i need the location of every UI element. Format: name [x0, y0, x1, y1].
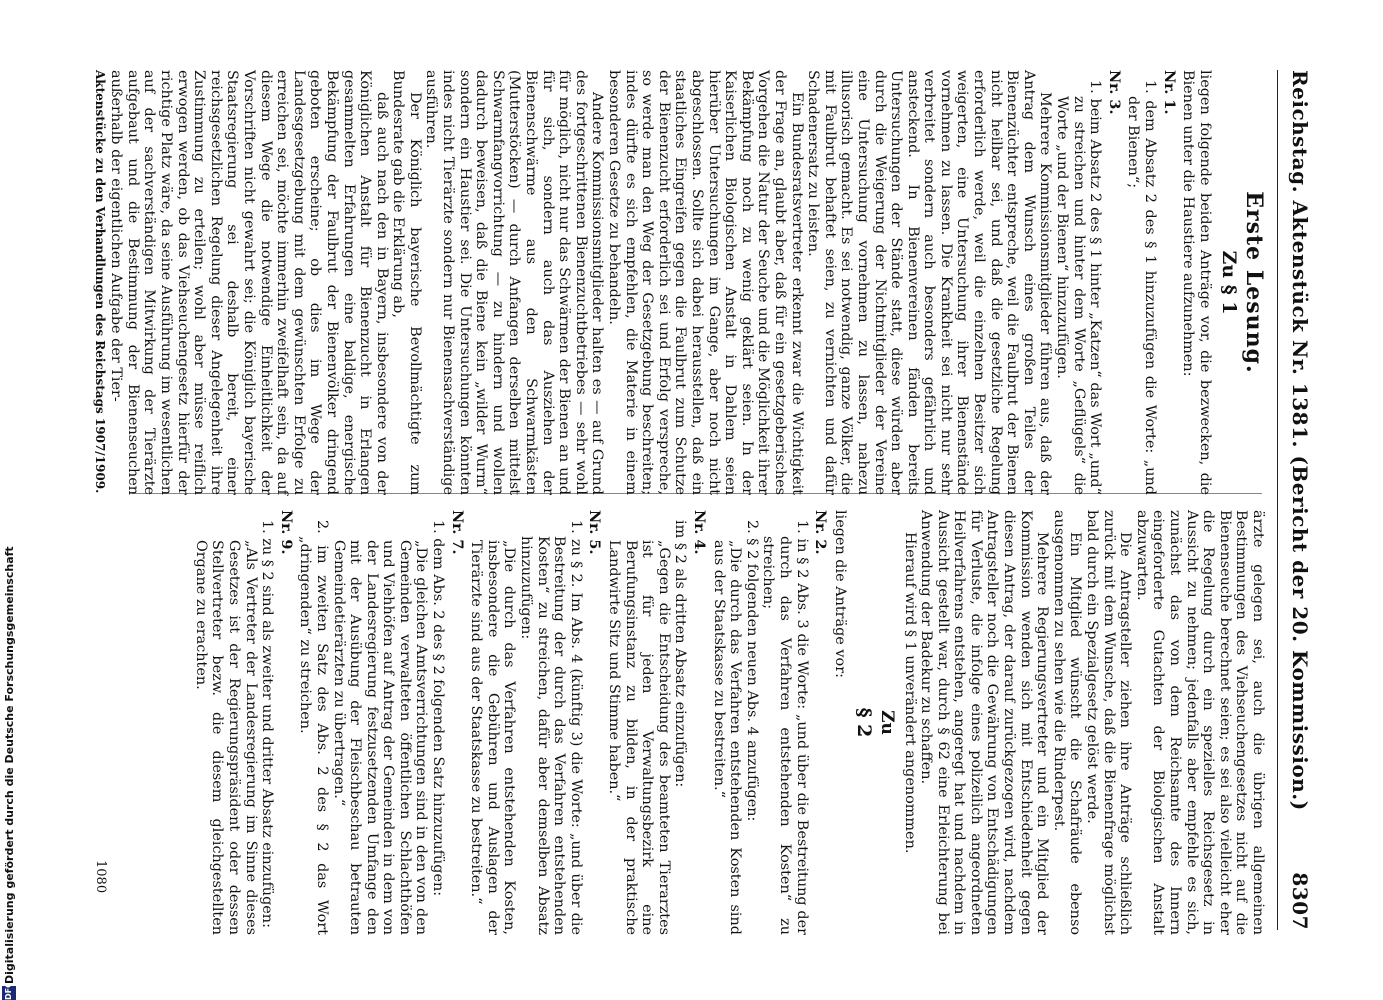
motion-label-1: Nr. 1. — [1160, 70, 1178, 115]
body-paragraph: Mehrere Regierungsvertreter und ein Mitglied der Kommission wenden sich mit Entschiedenheit gegen diesen Antrag, der darauf zurückgezogen wird, nachdem Antragsteller noch die Gewährung von Entschädigungen für Verluste, die infolge eines polizeilich angeordneten Heilverfahrens entstehen, angeregt hat und nachdem in Aussicht gestellt war, durch § 62 eine Erleichterung bei Anwendung der Badekur zu schaffen. — [918, 510, 1051, 935]
motion-item: 2. § 2 folgenden neuen Abs. 4 anzufügen: — [743, 520, 760, 822]
dfg-logo: DFG — [2, 986, 16, 1000]
right-column — [192, 510, 1266, 935]
motion-label-4: Nr. 4. — [691, 510, 708, 555]
motion-quote: „Als Vertreter der Landesregierung im Sinne dieses Gesetzes ist der Regierungspräsident oder dessen Stellvertreter bezw. die diesem gleichgestellten Organe zu erachten. — [192, 540, 259, 935]
body-paragraph: Hierauf wird § 1 unverändert angenommen. — [901, 532, 918, 854]
motion-item: 1. zu § 2. Im Abs. 4 (künftig 3) die Worte: „und über die Bestreitung der durch das Verfahren entstehenden Kosten“ zu streichen, dafür aber demselben Absatz hinzuzufügen: — [518, 520, 584, 935]
motion-quote: „Die durch das Verfahren entstehenden Kosten, insbesondere die Gebühren und Auslagen der Tierärzte sind aus der Staatskasse zu bestreiten.“ — [468, 540, 518, 935]
body-paragraph: daß auch nach den in Bayern, insbesondere von der Königlichen Anstalt für Bienenzucht in Erlangen gesammelten Erfahrungen eine baldige, energische Bekämpfung der Faulbrut der Bienenvölker dringend geboten erscheine; ob dies im Wege der Landesgesetzgebung mit dem gewünschten Erfolge zu erreichen sei, möchte immerhin zweifelhaft sein, da auf diesem Wege die notwendige Einheitlichkeit der Vorschriften nicht gewahrt sei; die Königlich bayerische Staatsregierung sei deshalb bereit, einer reichsgesetzlichen Regelung dieser Angelegenheit ihre Zustimmung zu erteilen; wohl aber müsse reiflich erwogen werden, ob das Viehseuchengesetz hierfür der richtige Platz wäre, da seine Ausführung im wesentlichen auf der sachverständigen Mitwirkung der Tierärzte aufgebaut und die Bestimmung der Bienenseuchen außerhalb der eigentlichen Aufgabe der Tier- — [108, 70, 390, 495]
page-number: 1080 — [93, 860, 108, 894]
motion-label-9: Nr. 9. — [277, 510, 295, 555]
intro-paragraph: liegen die Anträge vor: — [831, 510, 848, 678]
left-column — [108, 70, 1266, 495]
motion-label-5: Nr. 5. — [586, 510, 604, 555]
motion-quote: „Die gleichen Amtsverrichtungen sind in den von den Gemeinden verwalteten öffentlichen Schlachthöfen und Viehhöfen auf Antrag der Gemeinden in dem von der Landesregierung festzusetzenden Umfange den mit der Ausübung der Fleischbeschau betrauten Gemeindetierärzten zu übertragen.“ — [330, 540, 430, 935]
credit-text: Digitalisierung gefördert durch die Deutsche Forschungsgemeinschaft — [3, 546, 16, 984]
motion-item: 1. in § 2 Abs. 3 die Worte: „und über die Bestreitung der durch das Verfahren entstehenden Kosten“ zu streichen; — [760, 520, 810, 935]
body-paragraph: ärzte gelegen sei, auch die übrigen allgemeinen Bestimmungen des Viehseuchengesetzes nicht auf die Bienenseuche berechnet seien; es sei also vielleicht eher die Regelung durch ein spezielles Reichsgesetz in Aussicht zu nehmen; jedenfalls aber empfehle es sich, zunächst das von dem Reichsamte des Innern eingeforderte Gutachten der Biologischen Anstalt abzuwarten. — [1133, 510, 1266, 935]
motion-item: 1. dem Abs. 2 des § 2 folgenden Satz hinzuzufügen: — [430, 520, 447, 897]
section-title: Erste Lesung. — [1241, 191, 1267, 374]
motion-text-1: 1. dem Absatz 2 des § 1 hinzuzufügen die Worte: „und der Bienen“; — [1125, 80, 1159, 495]
header-rule — [1277, 70, 1278, 930]
motion-item: 1. zu § 2 sind als zweiter und dritter Absatz einzufügen: — [259, 520, 276, 928]
motion-label-2: Nr. 2. — [812, 510, 830, 555]
motion-label-7: Nr. 7. — [448, 510, 466, 555]
body-paragraph: Ein Bundesratsvertreter erkennt zwar die Wichtigkeit der Frage an, glaubt aber, daß für ein gesetzgeberisches Vorgehen die Natur der Seuche und die Möglichkeit ihrer Bekämpfung noch zu wenig geklärt seien. In der Kaiserlichen Biologischen Anstalt in Dahlem seien hierüber Untersuchungen im Gange, aber noch nicht abgeschlossen. Sollte sich dabei herausstellen, daß ein staatliches Eingreifen gegen die Faulbrut zum Schutze der Bienenzucht erforderlich sei und Erfolg verspreche, so werde man den Weg der Gesetzgebung beschreiten; indes dürfte es sich empfehlen, die Materie in einem besonderen Gesetze zu behandeln. — [606, 70, 805, 495]
motion-item: 2. im zweiten Satz des Abs. 2 des § 2 das Wort „dringenden“ zu streichen. — [297, 520, 330, 935]
running-header — [1276, 70, 1316, 930]
motion-label-3: Nr. 3. — [1105, 70, 1123, 115]
body-paragraph: Mehrere Kommissionsmitglieder führen aus, daß der Antrag dem Wunsch eines großen Teiles der Bienenzüchter entspreche, weil die Faulbrut der Bienen nicht heilbar sei, und daß die gesetzliche Regelung erforderlich werde, weil die einzelnen Besitzer sich weigerten, eine Untersuchung ihrer Bienenstände vornehmen zu lassen. Die Krankheit sei nicht nur sehr verbreitet sondern auch besonders gefährlich und ansteckend. In Bienenvereinen fänden bereits Untersuchungen der Stände statt, diese würden aber durch die Weigerung der Nichtmitglieder der Vereine eine Untersuchung vornehmen zu lassen, nahezu illusorisch gemacht. Es sei notwendig, ganze Völker, die mit Faulbrut behaftet seien, zu vernichten und dafür Schadenersatz zu leisten. — [805, 70, 1054, 495]
section-heading-2: § 2 — [853, 707, 876, 738]
digitization-credit — [0, 0, 22, 1000]
header-page-number: 8307 — [1288, 872, 1312, 930]
intro-paragraph: liegen folgende beiden Anträge vor, die bezwecken, die Bienen unter die Haustiere aufzunehmen: — [1180, 70, 1213, 495]
footnote: Aktenstücke zu den Verhandlungen des Reichstags 1907/1909. — [93, 70, 107, 494]
section-heading-1: Zu § 1 — [1218, 250, 1241, 315]
motion-item: im § 2 als dritten Absatz einzufügen: — [672, 520, 689, 788]
zu-label: Zu — [876, 710, 897, 735]
motion-quote: „Die durch das Verfahren entstehenden Kosten sind aus der Staatskasse zu bestreiten.“ — [710, 540, 744, 935]
motion-quote: „Gegen die Entscheidung des beamteten Tierarztes ist für jeden Verwaltungsbezirk eine Berufungsinstanz zu bilden, in der praktische Landwirte Sitz und Stimme haben.“ — [606, 540, 672, 935]
body-paragraph: Die Antragsteller ziehen ihre Anträge schließlich zurück mit dem Wunsche, daß die Bienenfrage möglichst bald durch ein Spezialgesetz gelöst werde. — [1084, 510, 1134, 935]
document-sheet — [50, 0, 1340, 1000]
body-paragraph: Andere Kommissionsmitglieder halten es — auf Grund des fortgeschrittenen Bienenzuchtbetriebes — sehr wohl für möglich, nicht nur das Schwärmen der Bienen an und für sich, sondern auch das Ausziehen der Bienenschwärme aus den Schwarmkästen (Mutterstöcken) — durch Anfangen derselben mittelst Schwarmfangvorrichtung — zu hindern und wollen dadurch beweisen, daß die Biene kein „wilder Wurm“ sondern ein Haustier sei. Die Untersuchungen könnten indes nicht Tierärzte sondern nur Bienensachverständige ausführen. — [423, 70, 606, 495]
motion-text-3: 1. beim Absatz 2 des § 1 hinter „Katzen“ das Wort „und“ zu streichen und hinter dem Worte „Geflügels“ die Worte „und der Bienen“ hinzuzufügen. — [1054, 80, 1104, 495]
body-paragraph: Der Königlich bayerische Bevollmächtigte zum Bundesrate gab die Erklärung ab, — [390, 70, 423, 495]
body-paragraph: Ein Mitglied wünscht die Schafräude ebenso ausgenommen zu sehen wie die Rinderpest. — [1050, 510, 1084, 935]
header-title: Reichstag. Aktenstück Nr. 1381. (Bericht der 20. Kommission.) — [1288, 70, 1312, 811]
